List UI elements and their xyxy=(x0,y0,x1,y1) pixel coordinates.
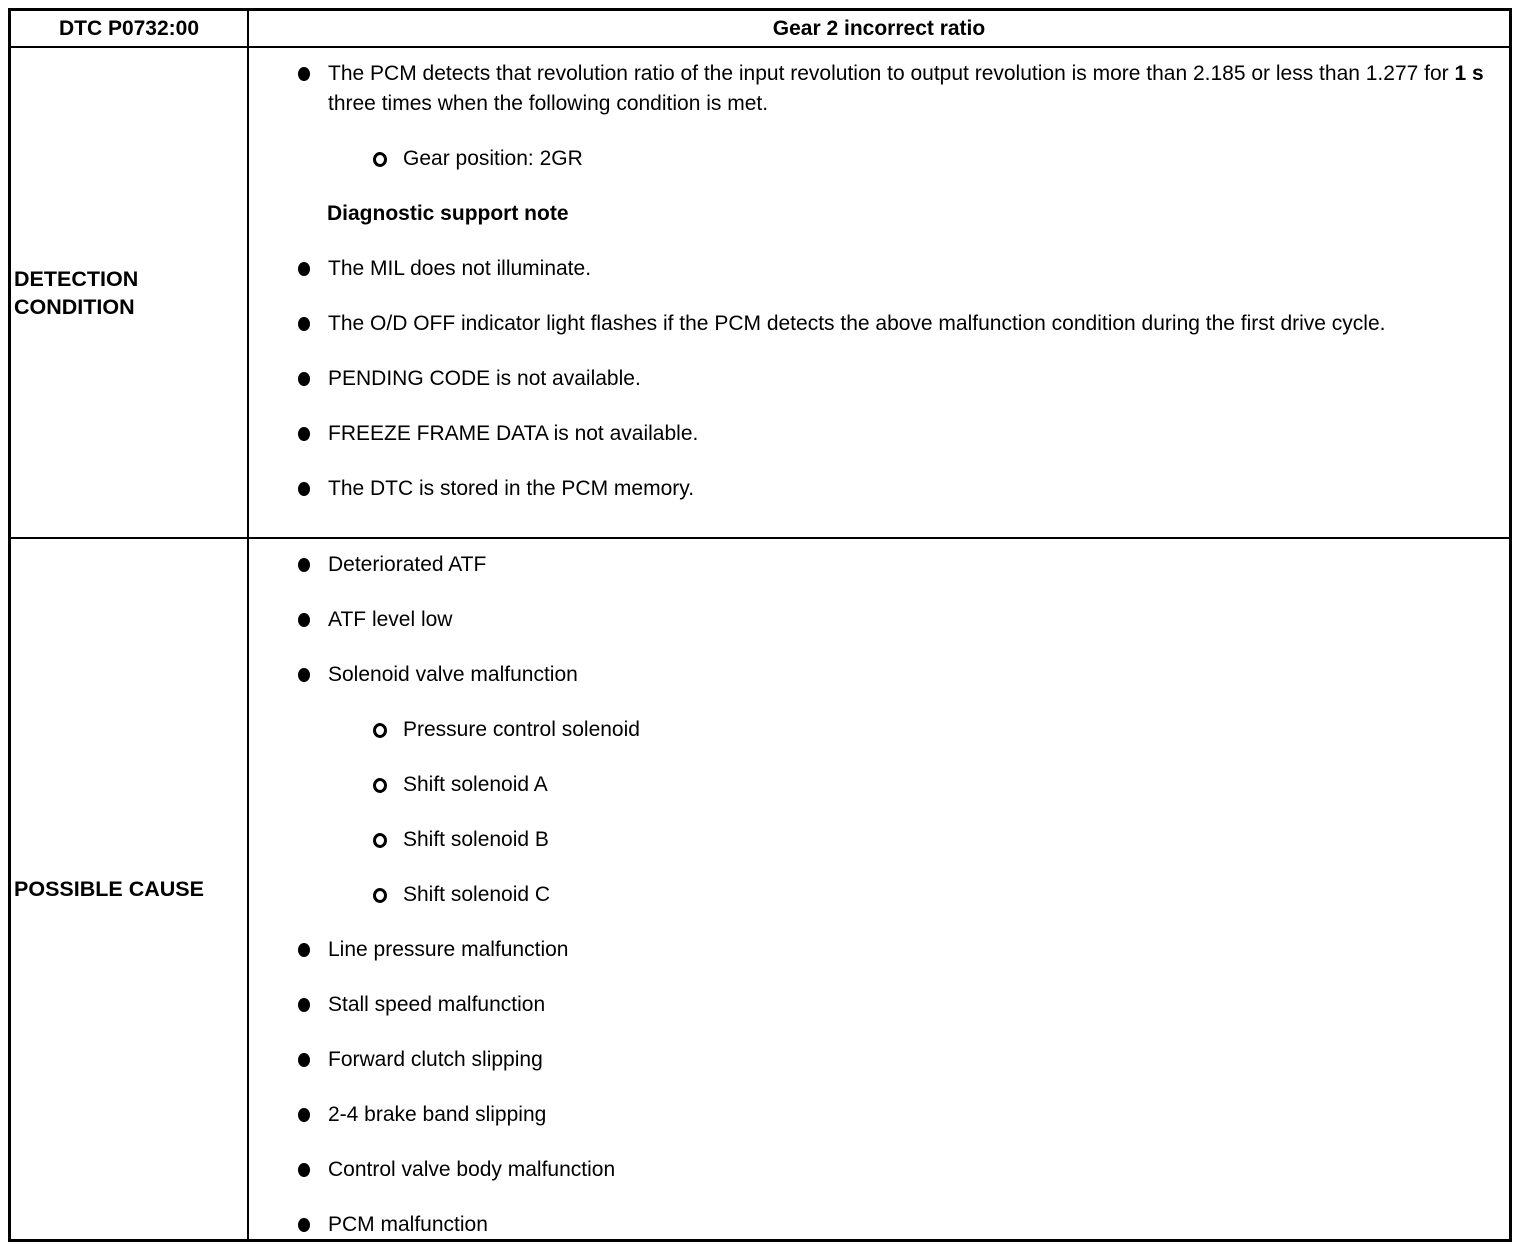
filled-bullet-icon xyxy=(298,998,310,1012)
list-item xyxy=(249,935,1509,965)
filled-bullet-icon xyxy=(298,558,310,572)
filled-bullet-icon xyxy=(298,943,310,957)
dtc-code-label: DTC P0732:00 xyxy=(58,16,200,40)
item-text: Solenoid valve malfunction xyxy=(328,663,578,686)
open-circle-icon xyxy=(373,888,387,903)
detection-condition-label-cell xyxy=(11,48,249,537)
detection-condition-label: DETECTION CONDITION xyxy=(14,266,139,319)
filled-bullet-icon xyxy=(298,317,310,331)
filled-bullet-icon xyxy=(298,1108,310,1122)
item-text: The MIL does not illuminate. xyxy=(328,257,592,280)
dtc-title-cell xyxy=(249,11,1509,46)
item-text: Shift solenoid B xyxy=(403,828,549,851)
filled-bullet-icon xyxy=(298,427,310,441)
open-circle-icon xyxy=(373,152,387,167)
detection-condition-row xyxy=(11,48,1509,539)
possible-cause-label-cell xyxy=(11,539,249,1239)
dtc-info-table xyxy=(8,8,1512,1242)
open-circle-icon xyxy=(373,778,387,793)
sub-list-item xyxy=(249,880,1509,910)
item-text: FREEZE FRAME DATA is not available. xyxy=(328,422,699,445)
filled-bullet-icon xyxy=(298,1053,310,1067)
list-item xyxy=(249,59,1509,119)
item-text: Forward clutch slipping xyxy=(328,1048,543,1071)
filled-bullet-icon xyxy=(298,668,310,682)
sub-list-item xyxy=(249,770,1509,800)
open-circle-icon xyxy=(373,723,387,738)
possible-cause-row xyxy=(11,539,1509,1239)
list-item xyxy=(249,660,1509,690)
item-text: Shift solenoid C xyxy=(403,883,551,906)
list-item xyxy=(249,1100,1509,1130)
item-text: ATF level low xyxy=(328,608,453,631)
list-item xyxy=(249,550,1509,580)
item-text: Pressure control solenoid xyxy=(403,718,640,741)
item-text: 2-4 brake band slipping xyxy=(328,1103,547,1126)
list-item xyxy=(249,605,1509,635)
list-item xyxy=(249,419,1509,449)
table-header-row xyxy=(11,11,1509,48)
possible-cause-label: POSSIBLE CAUSE xyxy=(14,877,204,901)
sub-list-item xyxy=(249,715,1509,745)
list-item xyxy=(249,990,1509,1020)
dtc-title-label: Gear 2 incorrect ratio xyxy=(772,16,986,40)
list-item xyxy=(249,1155,1509,1185)
item-text: The O/D OFF indicator light flashes if the PCM detects the above malfunction condition during the first drive cycle. xyxy=(328,312,1386,335)
filled-bullet-icon xyxy=(298,262,310,276)
item-text: Stall speed malfunction xyxy=(328,993,546,1016)
possible-cause-content xyxy=(249,539,1509,1239)
open-circle-icon xyxy=(373,833,387,848)
list-item xyxy=(249,1045,1509,1075)
item-text: PCM malfunction xyxy=(328,1213,488,1236)
sub-list-item xyxy=(249,825,1509,855)
filled-bullet-icon xyxy=(298,372,310,386)
filled-bullet-icon xyxy=(298,67,310,81)
item-text: The DTC is stored in the PCM memory. xyxy=(328,477,695,500)
dtc-code-cell xyxy=(11,11,249,46)
filled-bullet-icon xyxy=(298,482,310,496)
filled-bullet-icon xyxy=(298,1163,310,1177)
item-text: Gear position: 2GR xyxy=(403,147,583,170)
sub-list-item xyxy=(249,144,1509,174)
item-text: Shift solenoid A xyxy=(403,773,548,796)
item-text: The PCM detects that revolution ratio of the input revolution to output revolution is more than 2.185 or less than 1.277 for 1 s three times when the following condition is met. xyxy=(328,62,1484,115)
list-item xyxy=(249,1210,1509,1240)
list-item xyxy=(249,364,1509,394)
item-text: Control valve body malfunction xyxy=(328,1158,616,1181)
list-item xyxy=(249,309,1509,339)
item-text: Deteriorated ATF xyxy=(328,553,487,576)
item-text: Line pressure malfunction xyxy=(328,938,569,961)
list-item xyxy=(249,474,1509,504)
list-item xyxy=(249,254,1509,284)
detection-condition-content xyxy=(249,48,1509,537)
item-text: PENDING CODE is not available. xyxy=(328,367,641,390)
filled-bullet-icon xyxy=(298,613,310,627)
note-heading xyxy=(249,199,1509,229)
filled-bullet-icon xyxy=(298,1218,310,1232)
item-text: Diagnostic support note xyxy=(327,202,569,225)
